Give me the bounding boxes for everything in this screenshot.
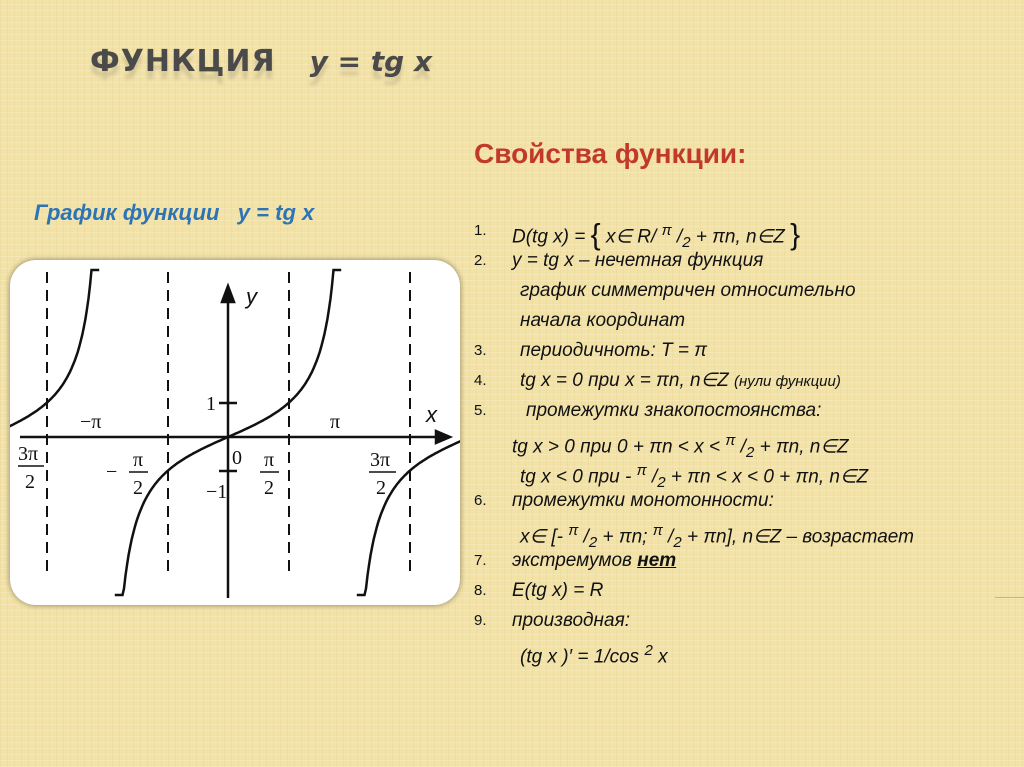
property-8: 8. E(tg x) = R <box>474 580 604 601</box>
label-zero: 0 <box>232 447 242 469</box>
label-minus-one: −1 <box>206 481 228 503</box>
property-2: 2. y = tg x – нечетная функция <box>474 250 764 271</box>
tangent-graph-card <box>10 260 460 605</box>
property-3: 3. периодичноть: T = π <box>474 340 708 361</box>
slide-title <box>90 44 432 79</box>
label-mpi2-sign: − <box>106 461 118 483</box>
label-pi2-den: 2 <box>264 477 274 499</box>
label-right-3pi-den: 2 <box>376 477 386 499</box>
property-1-text: D(tg x) = { x∈ R/ $^\pi$ $/_2 + \pi n$, n∈Z } <box>512 218 801 252</box>
label-left-3pi-den: 2 <box>25 471 35 493</box>
label-minus-pi: −π <box>80 411 102 433</box>
label-mpi2-den: 2 <box>133 477 143 499</box>
branch-center-pi <box>357 270 460 595</box>
property-5: 5. промежутки знакопостоянства: <box>474 400 822 421</box>
property-5-negative: tg x < 0 при - $^\pi$ $/_2 + \pi n < x < 0 + \pi n$, n∈Z <box>520 462 869 492</box>
decorative-line <box>995 597 1024 598</box>
axis-y-label: y <box>246 284 257 309</box>
label-mpi2-num: π <box>133 449 144 471</box>
property-5-positive: tg x > 0 при 0 + πn < x < $^\pi$ $/_2 + \pi n$, n∈Z <box>512 432 849 462</box>
property-6: 6. промежутки монотонности: <box>474 490 774 511</box>
title-main: ФУНКЦИЯ <box>90 44 276 79</box>
x-axis-arrow <box>436 431 450 443</box>
property-1: 1. D(tg x) = { x∈ R/ $^\pi$ $/_2 + \pi n$, n∈Z } <box>474 216 1019 246</box>
label-pi2-num: π <box>264 449 275 471</box>
properties-list <box>474 216 1019 666</box>
property-7: 7. экстремумов нет <box>474 550 677 571</box>
tangent-graph <box>10 260 460 605</box>
property-6-interval: x∈ [- $^\pi$ $/_2 + \pi n$; $^\pi$ $/_2 + \pi n$], n∈Z – возрастает <box>520 522 914 552</box>
graph-heading: График функции y = tg x <box>34 200 315 225</box>
tangent-branches <box>10 270 460 595</box>
y-axis-arrow <box>222 286 234 302</box>
property-9: 9. производная: <box>474 610 631 631</box>
label-one: 1 <box>206 393 216 415</box>
title-formula: y = tg x <box>309 45 433 78</box>
axis-x-label: x <box>426 402 437 427</box>
property-4: 4. tg x = 0 при x = πn, n∈Z (нули функции) <box>474 370 841 391</box>
properties-heading: Свойства функции: <box>474 138 747 169</box>
label-pi: π <box>330 411 341 433</box>
label-right-3pi-num: 3π <box>370 449 391 471</box>
property-9-derivative: (tg x )′ = 1/cos $^2$ x <box>520 642 668 668</box>
label-left-3pi-num: 3π <box>18 443 39 465</box>
property-2-line-3: начала координат <box>520 310 686 331</box>
property-2-line-2: график симметричен относительно <box>520 280 856 301</box>
